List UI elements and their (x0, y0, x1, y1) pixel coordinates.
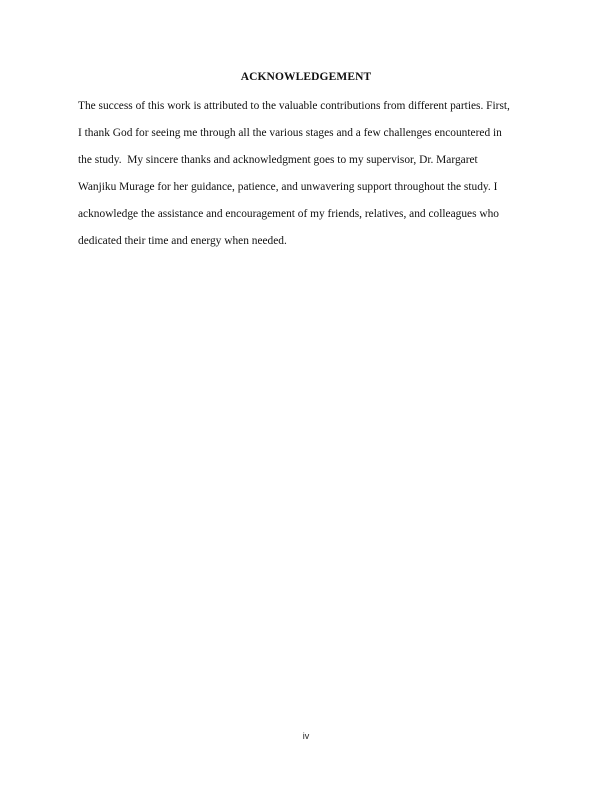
paragraph-line: the study. My sincere thanks and acknowledgment goes to my supervisor, Dr. Margaret (78, 154, 478, 166)
acknowledgement-paragraph (78, 98, 548, 260)
paragraph-line: acknowledge the assistance and encouragement of my friends, relatives, and colleagues who (78, 208, 499, 220)
page-heading: ACKNOWLEDGEMENT (240, 71, 372, 83)
paragraph-line: Wanjiku Murage for her guidance, patience, and unwavering support throughout the study. I (78, 181, 498, 193)
page-number: iv (302, 731, 310, 741)
paragraph-line: The success of this work is attributed to the valuable contributions from different parties. First, (78, 100, 510, 112)
paragraph-line: I thank God for seeing me through all the various stages and a few challenges encountered in (78, 127, 502, 139)
paragraph-line: dedicated their time and energy when needed. (78, 235, 287, 247)
